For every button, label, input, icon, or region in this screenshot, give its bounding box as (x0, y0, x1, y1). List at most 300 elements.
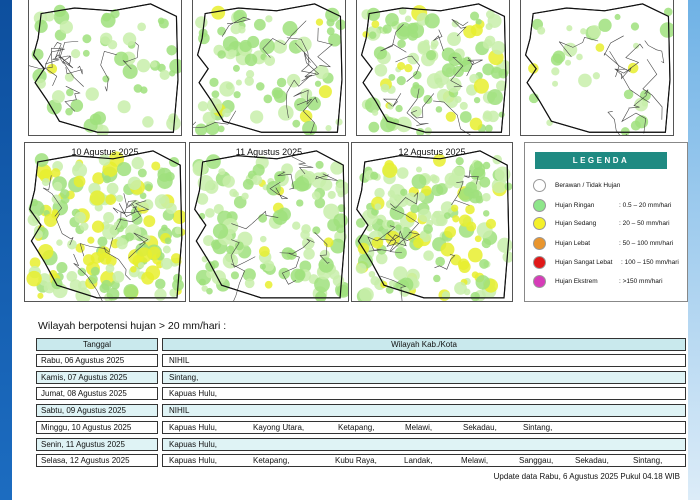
rain-cell (254, 19, 266, 31)
column-header-date: Tanggal (36, 338, 158, 351)
rain-cell (245, 278, 255, 288)
rain-cell (330, 161, 344, 175)
rain-cell (413, 238, 424, 249)
rain-cell (395, 105, 402, 112)
region-name: Kapuas Hulu, (169, 389, 218, 399)
rain-cell (169, 70, 175, 76)
rain-cell (116, 238, 127, 249)
rain-cell (277, 78, 286, 87)
rain-cell (130, 266, 137, 273)
rain-cell (458, 259, 469, 270)
regions-cell (162, 354, 686, 367)
rain-cell (206, 288, 213, 295)
rain-cell (423, 250, 434, 261)
rain-cell (193, 163, 206, 176)
rain-cell (431, 184, 443, 196)
rain-cell (272, 87, 283, 98)
rain-cell (319, 85, 332, 98)
rain-cell (236, 80, 242, 86)
rain-cell (425, 13, 440, 28)
rain-cell (593, 72, 600, 79)
rain-cell (163, 246, 171, 254)
region-name: NIHIL (169, 356, 190, 365)
rain-cell (316, 19, 323, 26)
column-header-regions: Wilayah Kab./Kota (162, 338, 686, 351)
rain-cell (328, 33, 341, 46)
rain-cell (300, 110, 313, 123)
rain-cell (151, 161, 160, 170)
rain-cell (436, 106, 443, 113)
rain-cell (300, 230, 310, 240)
rain-cell (372, 237, 384, 249)
rain-cell (424, 127, 432, 135)
rain-cell (433, 275, 440, 282)
rain-cell (405, 16, 412, 23)
rain-cell (228, 49, 236, 57)
rain-cell (325, 125, 331, 131)
rain-cell (82, 34, 91, 43)
rain-cell (260, 236, 267, 243)
rain-cell (551, 67, 559, 75)
rain-cell (56, 262, 67, 273)
rain-cell (576, 54, 583, 61)
rain-cell (400, 189, 407, 196)
rain-cell (546, 119, 553, 126)
rain-cell (468, 192, 474, 198)
rain-cell (56, 239, 62, 245)
rain-cell (303, 248, 314, 259)
rain-cell (263, 94, 272, 103)
rain-cell (435, 257, 445, 267)
rain-cell (374, 188, 384, 198)
rain-cell (470, 12, 479, 21)
rain-cell (333, 213, 347, 227)
rain-cell (370, 276, 379, 285)
forecast-map-11-aug (189, 142, 349, 302)
rain-cell (292, 222, 300, 230)
rain-cell (105, 194, 116, 205)
rain-cell (231, 23, 242, 34)
rain-cell (497, 238, 512, 253)
rain-cell (222, 108, 231, 117)
rain-cell (418, 209, 431, 222)
rain-cell (628, 63, 639, 74)
rain-cell (374, 46, 387, 59)
rain-cell (430, 43, 437, 50)
rain-cell (97, 237, 107, 247)
rain-cell (404, 64, 412, 72)
rain-cell (482, 64, 494, 76)
rain-cell (233, 65, 240, 72)
rain-cell (441, 243, 455, 257)
rain-cell (125, 232, 134, 241)
map-date-label: 10 Agustus 2025 (71, 147, 139, 157)
rain-cell (42, 178, 50, 186)
rain-cell (580, 28, 586, 34)
rain-cell (150, 61, 157, 68)
rain-cell (142, 199, 153, 210)
rain-cell (143, 215, 155, 227)
rain-cell (483, 39, 493, 49)
region-name: Melawi, (461, 456, 489, 466)
rain-cell (433, 211, 440, 218)
rain-cell (212, 90, 220, 98)
forecast-map (356, 0, 510, 136)
rain-cell (213, 224, 228, 239)
rain-cell (369, 31, 376, 38)
legend-swatch (533, 237, 546, 250)
rain-cell (52, 90, 65, 103)
legend-range: : >150 mm/hari (619, 278, 663, 285)
rain-cell (65, 73, 74, 82)
rain-cell (123, 32, 136, 45)
rain-cell (231, 271, 239, 279)
region-name: Kubu Raya, (335, 456, 377, 466)
rain-cell (100, 33, 112, 45)
rain-cell (397, 39, 406, 48)
rain-cell (631, 22, 639, 30)
rain-cell (327, 27, 335, 35)
rain-cell (296, 199, 303, 206)
rain-cell (410, 84, 424, 98)
rain-cell (279, 268, 290, 279)
rain-cell (380, 117, 396, 133)
rain-cell (155, 279, 165, 289)
legend-label: Hujan Ringan (555, 202, 595, 209)
rain-cell (112, 271, 124, 283)
rain-cell (464, 289, 471, 296)
legend-title: LEGENDA (535, 152, 667, 169)
rain-cell (132, 157, 144, 169)
rain-cell (483, 110, 492, 119)
rain-cell (292, 120, 300, 128)
forecast-sheet (12, 0, 688, 500)
region-name: Kapuas Hulu, (169, 456, 218, 466)
rain-cell (205, 208, 215, 218)
region-name: Ketapang, (338, 422, 375, 432)
rain-cell (218, 125, 225, 132)
region-name: Sanggau, (519, 456, 554, 466)
rain-cell (209, 78, 218, 87)
legend-range: : 100 – 150 mm/hari (621, 259, 679, 266)
rain-cell (474, 161, 483, 170)
rain-cell (106, 264, 115, 273)
rain-cell (195, 124, 207, 135)
region-name: Kapuas Hulu, (169, 439, 218, 449)
rain-cell (359, 287, 374, 301)
date-cell: Jumat, 08 Agustus 2025 (36, 387, 158, 400)
rain-cell (138, 169, 147, 178)
rain-cell (397, 76, 406, 85)
rain-cell (282, 21, 297, 36)
rain-cell (483, 210, 489, 216)
region-name: Ketapang, (253, 456, 290, 466)
rain-cell (142, 116, 153, 127)
rain-cell (205, 180, 219, 194)
rain-cell (319, 257, 334, 272)
rain-cell (566, 25, 572, 31)
rain-cell (470, 118, 483, 131)
rain-cell (368, 122, 379, 133)
rain-cell (134, 84, 143, 93)
rain-cell (67, 240, 77, 250)
table-heading: Wilayah berpotensi hujan > 20 mm/hari : (38, 320, 227, 332)
rain-cell (375, 64, 388, 77)
rain-cell (75, 212, 86, 223)
rain-cell (411, 106, 422, 117)
rain-cell (74, 176, 86, 188)
forecast-map-12-aug (351, 142, 513, 302)
rain-cell (460, 102, 468, 110)
region-name: Landak, (404, 456, 433, 466)
regions-cell (162, 387, 686, 400)
rain-cell (117, 162, 131, 176)
forecast-map-10-aug (24, 142, 186, 302)
forecast-map (28, 0, 182, 136)
rain-cell (211, 270, 226, 285)
rain-cell (161, 258, 173, 270)
rain-cell (92, 221, 104, 233)
rain-cell (260, 263, 266, 269)
rain-cell (320, 179, 332, 191)
rain-cell (219, 81, 234, 96)
legend-label: Hujan Sangat Lebat (555, 259, 613, 266)
rain-cell (316, 161, 324, 169)
rain-cell (397, 167, 409, 179)
rain-cell (460, 111, 472, 123)
rain-cell (445, 95, 458, 108)
legend-range: : 50 – 100 mm/hari (619, 240, 674, 247)
rain-cell (452, 215, 459, 222)
rain-cell (128, 177, 141, 190)
regions-cell (162, 421, 686, 434)
rain-cell (356, 263, 367, 274)
rain-cell (198, 101, 208, 111)
rain-cell (615, 14, 621, 20)
rain-cell (362, 31, 368, 37)
rain-cell (456, 157, 464, 165)
rain-cell (635, 115, 648, 128)
rain-cell (381, 84, 390, 93)
rain-cell (412, 174, 427, 189)
rain-cell (445, 180, 453, 188)
legend-range: : 20 – 50 mm/hari (619, 220, 670, 227)
rain-cell (553, 51, 566, 64)
rain-cell (474, 97, 480, 103)
rain-cell (278, 105, 294, 121)
rain-cell (479, 177, 490, 188)
rain-cell (372, 110, 378, 116)
rain-cell (83, 50, 90, 57)
legend-swatch (533, 275, 546, 288)
update-timestamp: Update data Rabu, 6 Agustus 2025 Pukul 04.18 WIB (493, 472, 680, 481)
regions-cell (162, 404, 686, 417)
regions-cell (162, 371, 686, 384)
legend-label: Berawan / Tidak Hujan (555, 182, 621, 189)
rain-cell (138, 262, 144, 268)
rain-cell (101, 280, 111, 290)
rain-cell (250, 110, 263, 123)
legend-label: Hujan Sedang (555, 220, 597, 227)
rain-cell (252, 175, 262, 185)
rain-cell (123, 284, 138, 299)
rain-cell (294, 177, 309, 192)
region-name: NIHIL (169, 406, 190, 416)
rain-cell (420, 232, 426, 238)
rain-cell (446, 112, 456, 122)
rain-cell (371, 20, 379, 28)
rain-cell (431, 175, 439, 183)
rain-cell (132, 214, 143, 225)
rain-cell (165, 237, 172, 244)
rain-cell (160, 70, 170, 80)
date-cell: Senin, 11 Agustus 2025 (36, 438, 158, 451)
rain-cell (52, 194, 61, 203)
rain-cell (486, 219, 496, 229)
rain-cell (51, 278, 62, 289)
rain-cell (51, 168, 60, 177)
rain-cell (233, 10, 247, 24)
rain-cell (471, 24, 483, 36)
rain-cell (265, 15, 272, 22)
rain-cell (137, 22, 146, 31)
rain-cell (483, 162, 491, 170)
rain-cell (73, 165, 79, 171)
rain-cell (78, 268, 87, 277)
rain-cell (87, 237, 94, 244)
rain-cell (154, 289, 166, 301)
rain-cell (273, 210, 288, 225)
rain-cell (444, 212, 451, 219)
rain-cell (423, 95, 432, 104)
rain-cell (145, 265, 160, 280)
rain-cell (165, 172, 175, 182)
region-name: Sekadau, (575, 456, 609, 466)
rain-cell (65, 108, 73, 116)
rain-cell (552, 81, 558, 87)
rain-cell (315, 81, 321, 87)
rain-cell (256, 82, 265, 91)
rain-cell (259, 246, 270, 257)
forecast-map (520, 0, 674, 136)
rain-cell (102, 13, 111, 22)
rain-cell (468, 248, 483, 263)
rain-cell (123, 64, 138, 79)
rain-cell (444, 226, 456, 238)
legend-swatch (533, 217, 546, 230)
rain-cell (118, 100, 131, 113)
regions-cell (162, 438, 686, 451)
rain-cell (246, 70, 254, 78)
rain-cell (578, 74, 592, 88)
region-name: Sekadau, (463, 422, 497, 432)
date-cell: Rabu, 06 Agustus 2025 (36, 354, 158, 367)
rain-cell (203, 112, 216, 125)
rain-cell (234, 91, 241, 98)
rain-cell (218, 168, 225, 175)
rain-cell (217, 27, 226, 36)
date-cell: Sabtu, 09 Agustus 2025 (36, 404, 158, 417)
rain-cell (166, 45, 176, 55)
rain-cell (243, 179, 254, 190)
rain-cell (282, 247, 295, 260)
left-blue-band (0, 0, 12, 500)
date-cell: Minggu, 10 Agustus 2025 (36, 421, 158, 434)
rain-cell (479, 259, 489, 269)
rain-cell (537, 27, 545, 35)
legend-label: Hujan Ekstrem (555, 278, 598, 285)
rain-cell (38, 244, 53, 259)
legend-swatch (533, 179, 546, 192)
map-date-label: 12 Agustus 2025 (398, 147, 466, 157)
rain-cell (465, 205, 475, 215)
rain-cell (86, 87, 99, 100)
rain-cell (482, 239, 491, 248)
rain-cell (426, 50, 436, 60)
rain-cell (492, 41, 506, 55)
rain-cell (459, 214, 471, 226)
rain-cell (247, 36, 259, 48)
legend-swatch (533, 256, 546, 269)
date-cell: Kamis, 07 Agustus 2025 (36, 371, 158, 384)
rain-cell (273, 40, 287, 54)
rain-cell (60, 20, 73, 33)
rain-cell (168, 113, 178, 123)
rain-cell (233, 191, 239, 197)
rain-cell (148, 247, 161, 260)
rain-cell (397, 62, 405, 70)
date-cell: Selasa, 12 Agustus 2025 (36, 454, 158, 467)
rain-cell (375, 203, 382, 210)
rain-cell (145, 184, 152, 191)
rain-cell (259, 39, 275, 55)
rain-cell (383, 24, 392, 33)
rain-cell (137, 59, 150, 72)
region-name: Kayong Utara, (253, 422, 305, 432)
rain-cell (451, 205, 458, 212)
rain-cell (382, 163, 397, 178)
region-name: Sintang, (633, 456, 663, 466)
rain-cell (26, 271, 41, 286)
rain-cell (370, 172, 378, 180)
rain-cell (198, 33, 210, 45)
rain-cell (265, 281, 273, 289)
rain-cell (460, 60, 472, 72)
rain-cell (487, 89, 503, 105)
rain-cell (596, 43, 605, 52)
rain-cell (565, 60, 571, 66)
rain-cell (485, 125, 493, 133)
region-name: Sintang, (523, 422, 553, 432)
rain-cell (223, 36, 239, 52)
rain-cell (482, 193, 491, 202)
region-name: Kapuas Hulu, (169, 422, 218, 432)
rain-cell (195, 16, 207, 28)
regions-cell (162, 454, 686, 467)
rain-cell (437, 82, 444, 89)
rain-cell (328, 191, 336, 199)
legend-panel (524, 142, 688, 302)
legend-swatch (533, 199, 546, 212)
rain-cell (598, 19, 611, 32)
legend-range: : 0.5 – 20 mm/hari (619, 202, 672, 209)
rain-cell (410, 204, 419, 213)
rain-cell (80, 222, 89, 231)
legend-label: Hujan Lebat (555, 240, 591, 247)
map-date-label: 11 Agustus 2025 (235, 147, 303, 157)
rain-cell (294, 98, 307, 111)
rain-cell (103, 175, 111, 183)
